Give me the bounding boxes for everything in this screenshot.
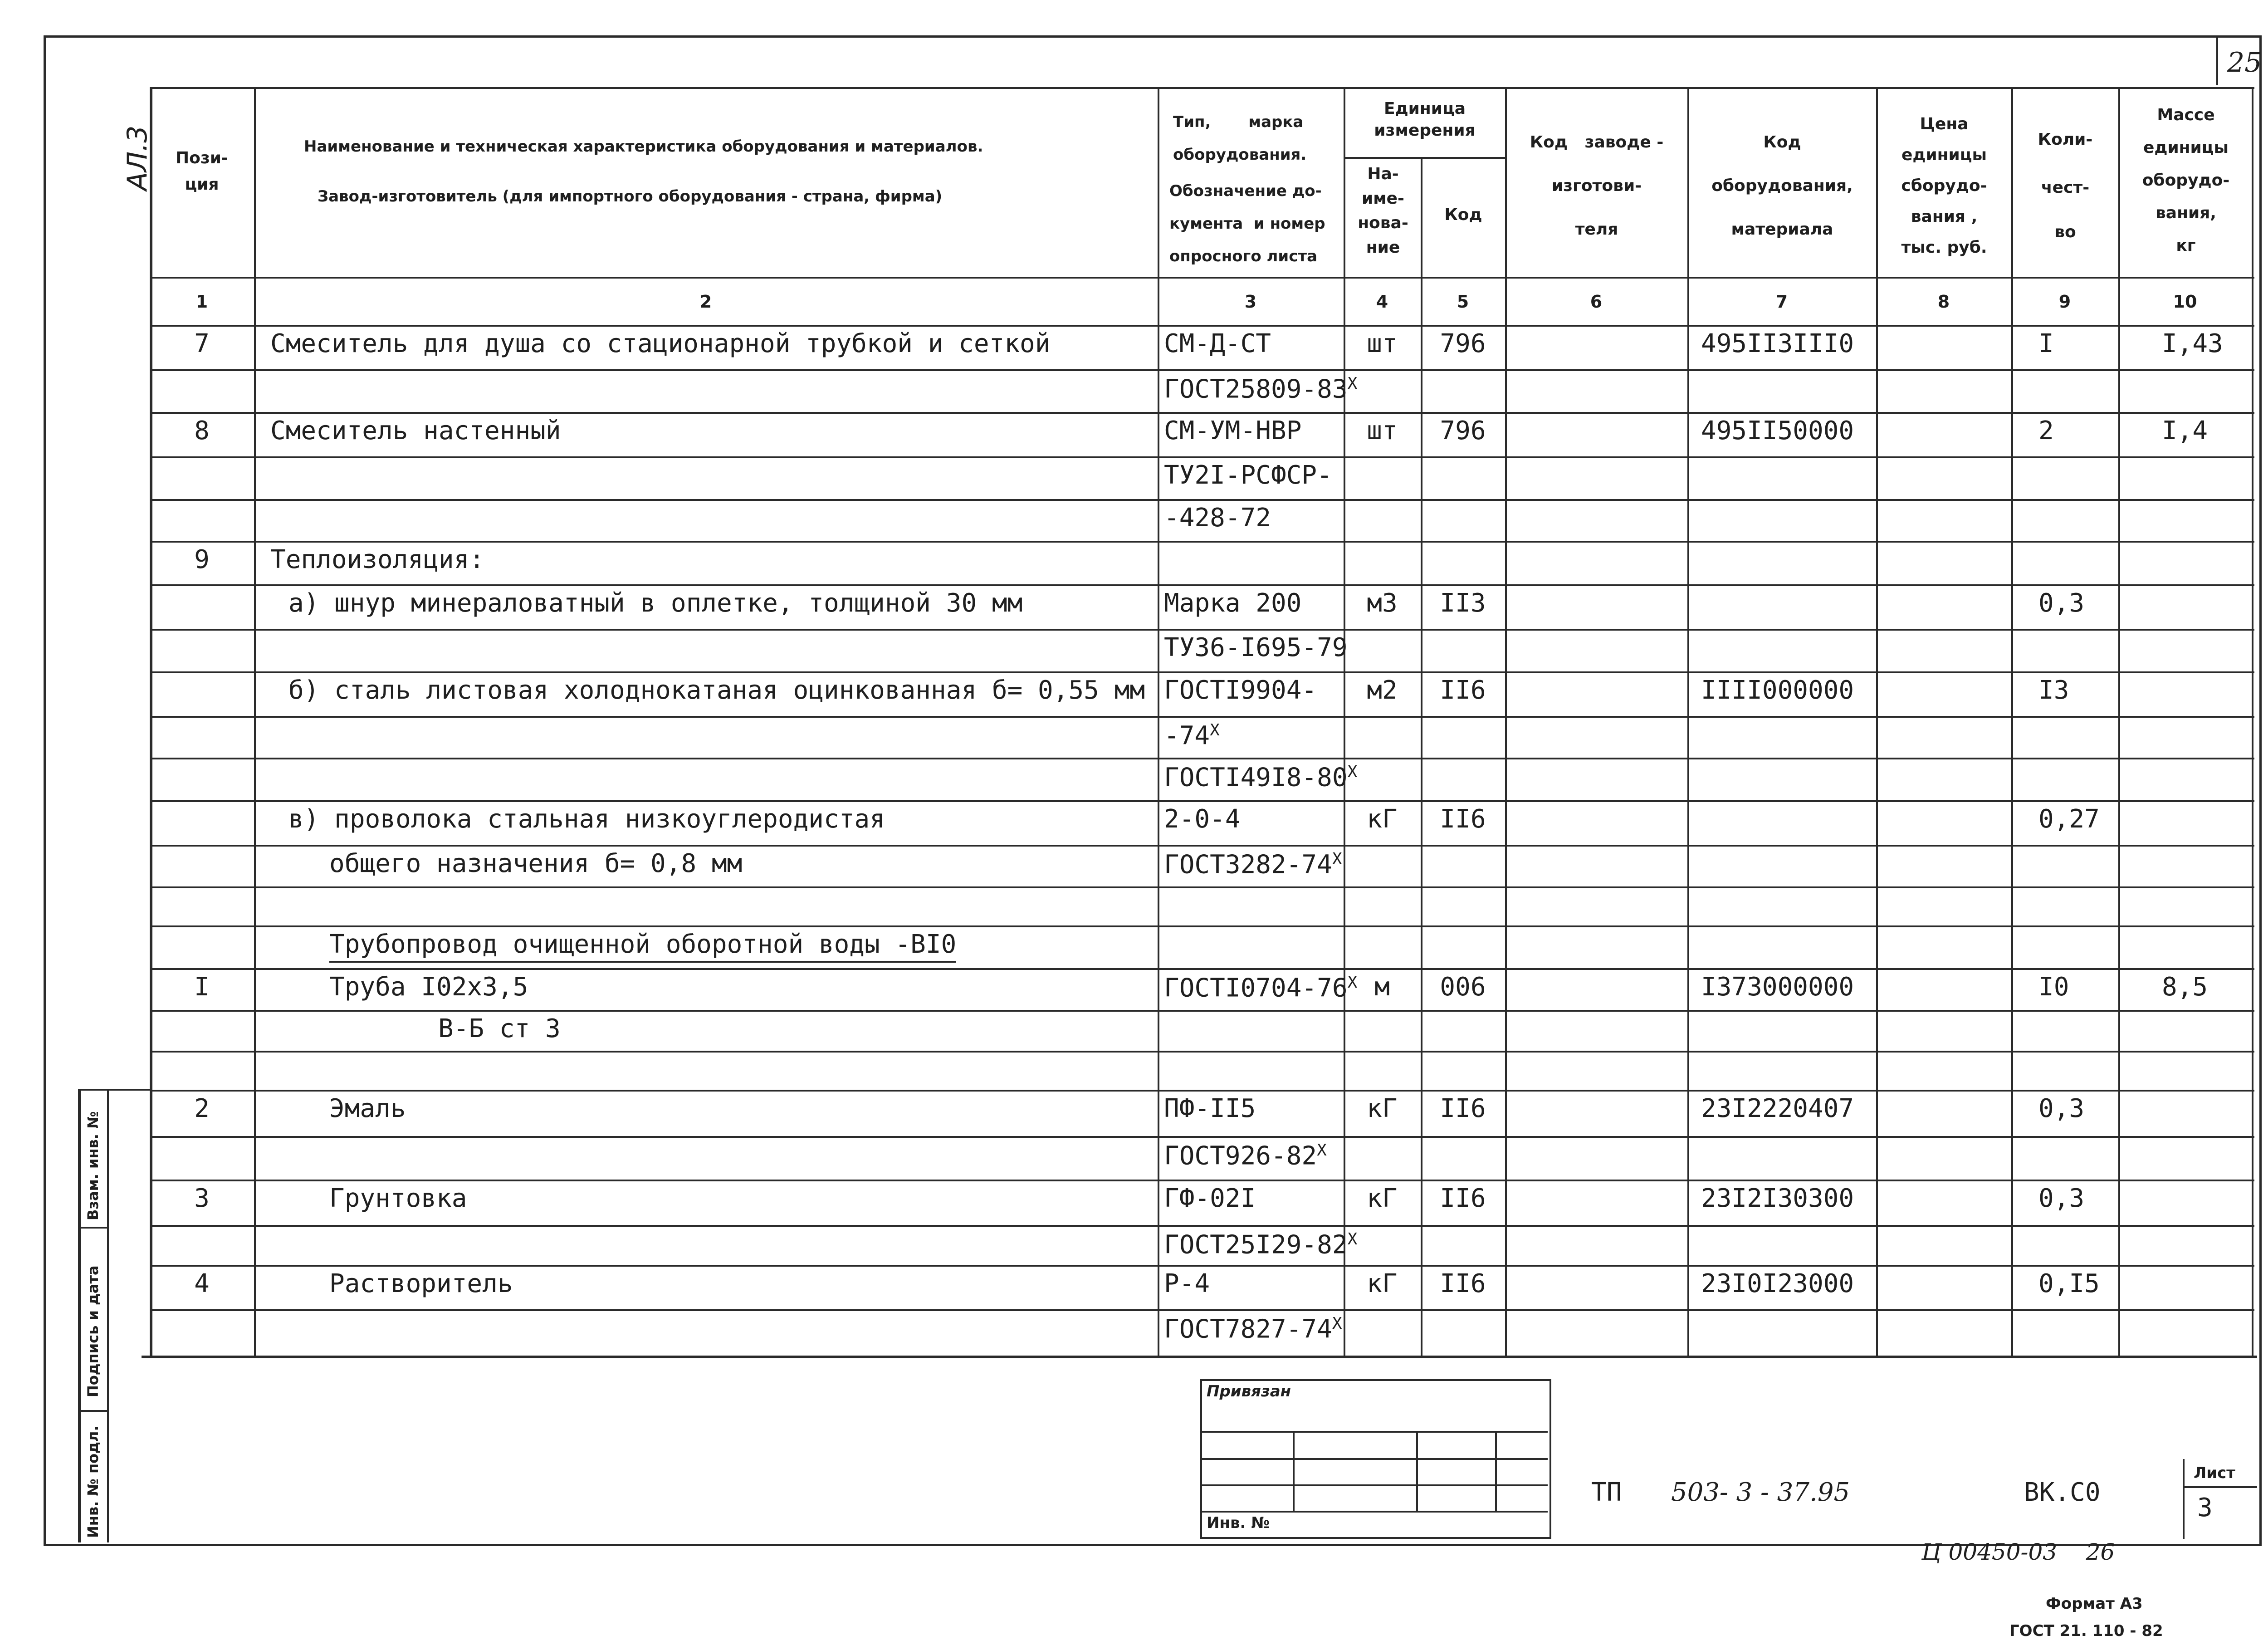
cell-type-text: ГОСТ926-82: [1164, 1141, 1317, 1171]
row-divider: [150, 886, 2254, 888]
header-type-l3: Обозначение до-: [1169, 182, 1322, 200]
cell-name-text: в) проволока стальная низкоуглеродистая: [288, 804, 885, 834]
unit-group-line: [1344, 157, 1505, 159]
column-number: 6: [1590, 292, 1603, 312]
cell-type: [1164, 505, 1271, 531]
cell-unit-text: м2: [1367, 676, 1398, 705]
cell-unit: [1344, 588, 1421, 618]
col-line-10: [2252, 87, 2253, 1357]
header-unit-name-l4: ние: [1366, 238, 1400, 257]
cell-type-text: СМ-Д-СТ: [1164, 329, 1271, 358]
row-divider: [150, 1090, 2254, 1092]
sheet-frame: [44, 35, 2262, 1546]
privyazan-col1: [1293, 1431, 1295, 1511]
cell-type-text: ГОСТ7827-74: [1164, 1314, 1332, 1344]
cell-name: [270, 547, 484, 573]
row-divider: [150, 968, 2254, 970]
cell-unit-text: м3: [1367, 588, 1398, 618]
header-type-l4: кумента и номер: [1169, 215, 1325, 233]
cell-type: [1164, 1316, 1342, 1342]
table-top-line: [150, 87, 2254, 89]
cell-type: [1164, 418, 1301, 444]
cell-name: [438, 1016, 561, 1042]
header-equip-code-l2: оборудования,: [1711, 176, 1853, 195]
side-stamp-line2: [78, 1410, 107, 1412]
header-unit-name-l3: нова-: [1358, 214, 1408, 232]
cell-type-text: Марка 200: [1164, 588, 1302, 618]
row-divider: [150, 1180, 2254, 1181]
sheet-box-left: [2183, 1459, 2185, 1539]
row-divider: [150, 1225, 2254, 1227]
row-divider: [150, 1309, 2254, 1311]
stamp-doc-code: 503- 3 - 37.95: [1671, 1478, 1850, 1507]
cell-type: [1164, 678, 1317, 703]
side-stamp-vzam: Взам. инв. №: [84, 1111, 102, 1220]
cell-qty: [2038, 974, 2069, 1000]
cell-qty: [2038, 1271, 2100, 1297]
header-equip-code-l3: материала: [1731, 220, 1833, 239]
cell-name: [270, 418, 561, 444]
cell-code-text: II6: [1440, 676, 1486, 705]
col-line-7: [1876, 87, 1878, 1357]
superscript-mark: Х: [1317, 1141, 1327, 1160]
column-number: 10: [2173, 292, 2197, 312]
column-number: 9: [2058, 292, 2071, 312]
row-divider: [150, 758, 2254, 759]
header-mass-l1: Массе: [2157, 106, 2215, 124]
privyazan-col3: [1495, 1431, 1497, 1511]
cell-qty-text: 0,I5: [2038, 1269, 2100, 1298]
cell-code: [1421, 1186, 1505, 1211]
cell-type: [1164, 460, 1332, 490]
cell-equip-code-text: 23I2I30300: [1701, 1184, 1854, 1213]
cell-name: [288, 678, 1145, 703]
cell-name: [329, 1186, 467, 1211]
row-divider: [150, 1010, 2254, 1012]
row-divider: [150, 541, 2254, 543]
cell-type-text: ГОСТ3282-74: [1164, 850, 1332, 880]
cell-equip-code-text: 495II3III0: [1701, 329, 1854, 358]
column-number: 2: [699, 292, 712, 312]
column-number: 5: [1457, 292, 1469, 312]
cell-pos-text: 7: [194, 329, 210, 358]
cell-code: [1421, 804, 1505, 834]
side-stamp-inv: Инв. № подл.: [84, 1425, 102, 1538]
col-line-8: [2011, 87, 2013, 1357]
cell-equip-code: [1701, 678, 1854, 703]
cell-pos: [150, 547, 254, 573]
privyazan-line4: [1202, 1511, 1548, 1513]
row-divider: [150, 584, 2254, 586]
cell-mass-text: I,43: [2162, 329, 2223, 358]
row-divider: [150, 925, 2254, 927]
side-stamp-left: [78, 1089, 81, 1542]
cell-mass-text: 8,5: [2162, 972, 2208, 1002]
cell-type-text: СМ-УМ-НВР: [1164, 416, 1302, 446]
cell-equip-code: [1701, 974, 1854, 1000]
cell-type-text: ГОСТ25809-83: [1164, 374, 1348, 404]
cell-unit: [1344, 804, 1421, 834]
header-price-l4: вания ,: [1911, 207, 1978, 226]
cell-qty-text: 0,27: [2038, 804, 2100, 834]
cell-type-text: -428-72: [1164, 503, 1271, 533]
cell-unit-text: кГ: [1367, 804, 1398, 834]
cell-unit: [1344, 678, 1421, 703]
sheet-mark: АЛ.3: [122, 125, 153, 191]
side-stamp-line1: [78, 1227, 107, 1229]
header-unit-name-l1: На-: [1367, 165, 1399, 183]
cell-type: [1164, 331, 1271, 357]
col-line-1: [254, 87, 256, 1357]
cell-qty-text: 0,3: [2038, 1184, 2085, 1213]
table-bottom-line: [142, 1356, 2257, 1358]
header-qty-l3: во: [2054, 223, 2076, 241]
header-unit-code: Код: [1444, 206, 1482, 224]
cell-name: [270, 331, 1050, 357]
cell-pos: [150, 331, 254, 357]
col-line-5: [1505, 87, 1507, 1357]
cell-code: [1421, 331, 1505, 357]
handwritten-code: Ц 00450-03 26: [1921, 1539, 2115, 1565]
cell-type-text: -74: [1164, 721, 1210, 751]
header-mass-l2: единицы: [2143, 138, 2229, 157]
row-divider: [150, 671, 2254, 673]
header-unit-group-l1: Единица: [1384, 99, 1466, 118]
cell-name-text: а) шнур минераловатный в оплетке, толщиной 30 мм: [288, 588, 1023, 618]
header-name-line1: Наименование и техническая характеристика оборудования и материалов.: [304, 137, 983, 156]
cell-unit: [1344, 331, 1421, 357]
cell-type: [1164, 764, 1357, 791]
cell-qty: [2038, 588, 2085, 618]
cell-pos: [150, 1186, 254, 1211]
column-number: 4: [1376, 292, 1388, 312]
cell-type: [1164, 376, 1357, 402]
col-line-6: [1687, 87, 1689, 1357]
cell-unit: [1344, 1096, 1421, 1121]
cell-type: [1164, 804, 1241, 834]
side-stamp-mid: [107, 1089, 109, 1542]
cell-equip-code-text: 495II50000: [1701, 416, 1854, 446]
cell-name-text: б) сталь листовая холоднокатаная оцинкованная б= 0,55 мм: [288, 676, 1145, 705]
cell-unit: [1344, 1186, 1421, 1211]
row-divider: [150, 1051, 2254, 1053]
superscript-mark: Х: [1332, 850, 1342, 868]
cell-mass: [2162, 974, 2208, 1000]
cell-type-text: ГОСТI49I8-80: [1164, 763, 1348, 793]
cell-type: [1164, 1186, 1256, 1211]
cell-name: [329, 851, 742, 876]
superscript-mark: Х: [1332, 1314, 1342, 1333]
sheet-label: Лист: [2194, 1464, 2235, 1482]
cell-type: [1164, 588, 1302, 618]
cell-name-text: Грунтовка: [329, 1184, 467, 1213]
cell-type-text: ГОСТI9904-: [1164, 676, 1317, 705]
cell-unit: [1344, 418, 1421, 444]
cell-name-text: Теплоизоляция:: [270, 545, 485, 574]
cell-type-text: ГОСТI0704-76: [1164, 973, 1348, 1003]
cell-pos: [150, 418, 254, 444]
cell-code-text: II6: [1440, 1094, 1486, 1123]
cell-mass: [2162, 331, 2223, 357]
row-divider: [150, 369, 2254, 371]
page-number-divider: [2216, 35, 2218, 85]
cell-type: [1164, 1271, 1210, 1297]
cell-unit-text: шт: [1367, 416, 1398, 446]
cell-qty-text: I0: [2038, 972, 2069, 1002]
cell-unit: [1344, 1271, 1421, 1297]
header-price-l5: тыс. руб.: [1901, 238, 1987, 257]
sheet-box-line: [2183, 1486, 2257, 1488]
header-price-l2: единицы: [1901, 146, 1987, 164]
cell-code-text: II6: [1440, 804, 1486, 834]
cell-qty: [2038, 678, 2069, 703]
header-maker-code-l2: изготови-: [1551, 176, 1642, 195]
header-mass-l3: оборудо-: [2142, 171, 2230, 190]
cell-mass: [2162, 418, 2208, 444]
cell-qty: [2038, 1096, 2084, 1121]
stamp-tp: ТП: [1591, 1478, 1622, 1507]
cell-pos-text: 9: [194, 545, 210, 574]
cell-pos-text: 3: [194, 1184, 210, 1213]
cell-qty-text: 0,3: [2038, 1094, 2085, 1123]
cell-equip-code: [1701, 1271, 1854, 1297]
superscript-mark: Х: [1347, 763, 1358, 781]
header-position: Пози- ция: [176, 149, 228, 194]
cell-unit-text: шт: [1367, 329, 1398, 358]
cell-name-text: общего назначения б= 0,8 мм: [329, 849, 743, 878]
column-number: 1: [196, 292, 208, 312]
cell-equip-code-text: IIII000000: [1701, 676, 1854, 705]
cell-type-text: ПФ-II5: [1164, 1094, 1256, 1123]
col-line-9: [2118, 87, 2120, 1357]
cell-code: [1421, 974, 1505, 1000]
cell-pos-text: 2: [194, 1094, 210, 1123]
cell-code: [1421, 678, 1505, 703]
cell-type: [1164, 851, 1342, 878]
row-divider: [150, 1136, 2254, 1138]
cell-code-text: II3: [1440, 588, 1486, 618]
cell-type-text: Р-4: [1164, 1269, 1210, 1298]
header-maker-code-l1: Код заводе -: [1530, 133, 1664, 152]
cell-type-text: 2-0-4: [1164, 804, 1241, 834]
side-stamp-podpis: Подпись и дата: [84, 1265, 102, 1397]
cell-code: [1421, 418, 1505, 444]
row-divider: [150, 456, 2254, 458]
row-divider: [150, 716, 2254, 718]
inv-no-label: Инв. №: [1207, 1514, 1270, 1532]
column-number: 7: [1775, 292, 1788, 312]
cell-type: [1164, 974, 1357, 1001]
cell-equip-code-text: I373000000: [1701, 972, 1854, 1002]
cell-name: [329, 1096, 406, 1121]
header-mass-l5: кг: [2176, 236, 2196, 255]
cell-qty-text: 0,3: [2038, 588, 2085, 618]
column-number: 8: [1937, 292, 1950, 312]
row-divider: [150, 629, 2254, 631]
cell-type: [1164, 1231, 1357, 1258]
col-line-3: [1344, 87, 1345, 1357]
header-type-l1: Тип, марка: [1173, 113, 1304, 131]
cell-pos: [150, 974, 254, 1000]
cell-code: [1421, 1096, 1505, 1121]
cell-type: [1164, 1096, 1256, 1121]
cell-qty-text: I3: [2038, 676, 2069, 705]
superscript-mark: Х: [1347, 374, 1358, 393]
privyazan-label: Привязан: [1207, 1382, 1291, 1400]
cell-code: [1421, 588, 1505, 618]
cell-equip-code: [1701, 418, 1854, 444]
header-unit-group-l2: измерения: [1374, 121, 1476, 140]
sheet-number: 3: [2197, 1493, 2213, 1523]
cell-name-text: Смеситель настенный: [270, 416, 561, 446]
cell-name-text: Эмаль: [329, 1094, 406, 1123]
cell-pos-text: I: [194, 972, 210, 1002]
footer-format: Формат А3: [2046, 1595, 2143, 1613]
cell-pos: [150, 1271, 254, 1297]
cell-equip-code-text: 23I0I23000: [1701, 1269, 1854, 1298]
cell-unit: [1344, 974, 1421, 1000]
cell-name: [329, 932, 956, 957]
cell-equip-code: [1701, 1186, 1854, 1211]
header-qty-l2: чест-: [2041, 178, 2090, 197]
cell-code-text: 796: [1440, 329, 1486, 358]
header-type-l2: оборудования.: [1173, 146, 1307, 164]
colnum-bottom-line: [150, 325, 2254, 327]
cell-equip-code-text: 23I2220407: [1701, 1094, 1854, 1123]
cell-qty: [2038, 1186, 2084, 1211]
header-unit-name-l2: име-: [1361, 189, 1404, 208]
privyazan-col2: [1416, 1431, 1418, 1511]
cell-type-text: ТУ36-I695-79: [1164, 633, 1348, 662]
row-divider: [150, 1265, 2254, 1267]
page-number: 25: [2227, 47, 2262, 78]
row-divider: [150, 412, 2254, 414]
header-equip-code-l1: Код: [1763, 133, 1801, 152]
header-name-line2: Завод-изготовитель (для импортного оборудования - страна, фирма): [318, 187, 943, 206]
header-price-l3: сборудо-: [1901, 176, 1987, 195]
superscript-mark: Х: [1347, 973, 1358, 992]
stamp-mark: ВК.С0: [2024, 1478, 2101, 1507]
cell-name-text: Растворитель: [329, 1269, 513, 1298]
cell-unit-text: кГ: [1367, 1269, 1398, 1298]
cell-pos-text: 4: [194, 1269, 210, 1298]
superscript-mark: Х: [1210, 721, 1220, 739]
cell-name-text: Труба I02х3,5: [329, 972, 528, 1002]
footer-gost: ГОСТ 21. 110 - 82: [2009, 1622, 2163, 1640]
row-divider: [150, 499, 2254, 501]
header-type-l5: опросного листа: [1169, 247, 1318, 265]
superscript-mark: Х: [1347, 1230, 1358, 1248]
header-mass-l4: вания,: [2156, 204, 2216, 222]
col-line-2: [1158, 87, 1159, 1357]
cell-qty-text: I: [2038, 329, 2054, 358]
cell-type-text: ГФ-02I: [1164, 1184, 1256, 1213]
header-qty-l1: Коли-: [2038, 130, 2093, 149]
cell-code-text: 006: [1440, 972, 1486, 1002]
cell-name-text: Смеситель для душа со стационарной трубкой и сеткой: [270, 329, 1051, 358]
cell-mass-text: I,4: [2162, 416, 2208, 446]
cell-qty-text: 2: [2038, 416, 2054, 446]
cell-code-text: II6: [1440, 1269, 1486, 1298]
cell-type-text: ГОСТ25I29-82: [1164, 1230, 1348, 1260]
cell-qty: [2038, 331, 2054, 357]
cell-qty: [2038, 804, 2100, 834]
cell-pos-text: 8: [194, 416, 210, 446]
cell-name-text: Трубопровод очищенной оборотной воды -ВI0: [329, 930, 956, 963]
cell-type-text: ТУ2I-РСФСР-: [1164, 460, 1332, 490]
cell-name-text: В-Б ст 3: [438, 1014, 561, 1043]
cell-name: [329, 974, 528, 1000]
column-number: 3: [1244, 292, 1257, 312]
cell-type: [1164, 635, 1348, 661]
cell-type: [1164, 1142, 1327, 1169]
side-stamp-top: [78, 1089, 150, 1091]
header-bottom-line: [150, 277, 2254, 279]
header-price-l1: Цена: [1920, 115, 1969, 133]
cell-equip-code: [1701, 331, 1854, 357]
cell-pos: [150, 1096, 254, 1121]
cell-qty: [2038, 418, 2054, 444]
row-divider: [150, 800, 2254, 802]
row-divider: [150, 845, 2254, 847]
cell-name: [329, 1271, 513, 1297]
cell-equip-code: [1701, 1096, 1854, 1121]
cell-unit-text: кГ: [1367, 1094, 1398, 1123]
col-line-0: [150, 87, 152, 1357]
cell-unit-text: м: [1374, 972, 1390, 1002]
header-maker-code-l3: теля: [1575, 220, 1618, 239]
cell-code-text: II6: [1440, 1184, 1486, 1213]
cell-name: [288, 588, 1023, 618]
cell-code-text: 796: [1440, 416, 1486, 446]
cell-unit-text: кГ: [1367, 1184, 1398, 1213]
cell-type: [1164, 722, 1220, 749]
cell-name: [288, 804, 885, 834]
cell-code: [1421, 1271, 1505, 1297]
